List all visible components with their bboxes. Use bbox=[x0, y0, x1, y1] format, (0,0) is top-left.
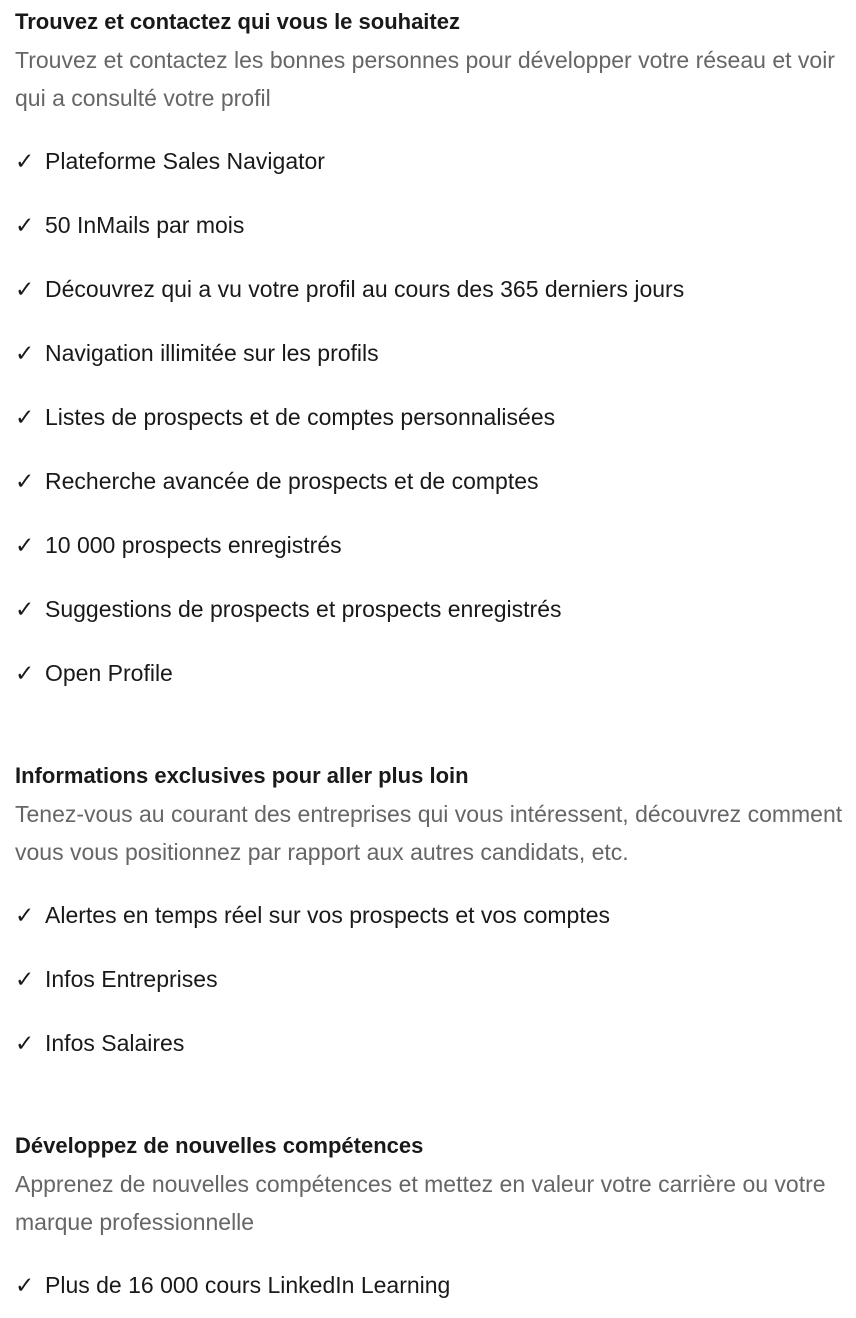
checkmark-icon: ✓ bbox=[15, 468, 35, 494]
feature-item bbox=[15, 257, 856, 321]
checkmark-icon: ✓ bbox=[15, 148, 35, 174]
section-title: Développez de nouvelles compétences bbox=[15, 1133, 424, 1158]
feature-items bbox=[15, 1253, 856, 1317]
section-description: Tenez-vous au courant des entreprises qui vous intéressent, découvrez comment vous vous positionnez par rapport aux autres candidats, etc. bbox=[15, 801, 843, 865]
feature-item bbox=[15, 129, 856, 193]
feature-label: 10 000 prospects enregistrés bbox=[45, 532, 342, 558]
section-title: Trouvez et contactez qui vous le souhaitez bbox=[15, 9, 460, 34]
checkmark-icon: ✓ bbox=[15, 212, 35, 238]
feature-item bbox=[15, 641, 856, 705]
checkmark-icon: ✓ bbox=[15, 276, 35, 302]
checkmark-icon: ✓ bbox=[15, 1030, 35, 1056]
feature-label: Plateforme Sales Navigator bbox=[45, 148, 325, 174]
feature-item bbox=[15, 577, 856, 641]
feature-items bbox=[15, 883, 856, 1075]
checkmark-icon: ✓ bbox=[15, 340, 35, 366]
feature-item bbox=[15, 385, 856, 449]
feature-item bbox=[15, 513, 856, 577]
feature-label: Navigation illimitée sur les profils bbox=[45, 340, 379, 366]
feature-item bbox=[15, 883, 856, 947]
feature-item bbox=[15, 321, 856, 385]
feature-section bbox=[15, 7, 856, 705]
feature-label: Listes de prospects et de comptes personnalisées bbox=[45, 404, 556, 430]
feature-label: Découvrez qui a vu votre profil au cours des 365 derniers jours bbox=[45, 276, 685, 302]
feature-section bbox=[15, 1131, 856, 1317]
feature-label: Infos Salaires bbox=[45, 1030, 185, 1056]
section-title: Informations exclusives pour aller plus loin bbox=[15, 763, 469, 788]
feature-item bbox=[15, 449, 856, 513]
section-description: Apprenez de nouvelles compétences et mettez en valeur votre carrière ou votre marque professionnelle bbox=[15, 1171, 826, 1235]
checkmark-icon: ✓ bbox=[15, 966, 35, 992]
feature-label: Open Profile bbox=[45, 660, 173, 686]
checkmark-icon: ✓ bbox=[15, 1272, 35, 1298]
feature-item bbox=[15, 1253, 856, 1317]
feature-section bbox=[15, 761, 856, 1075]
feature-label: Alertes en temps réel sur vos prospects et vos comptes bbox=[45, 902, 611, 928]
feature-item bbox=[15, 193, 856, 257]
feature-item bbox=[15, 1011, 856, 1075]
checkmark-icon: ✓ bbox=[15, 902, 35, 928]
checkmark-icon: ✓ bbox=[15, 596, 35, 622]
checkmark-icon: ✓ bbox=[15, 532, 35, 558]
feature-label: Infos Entreprises bbox=[45, 966, 218, 992]
checkmark-icon: ✓ bbox=[15, 660, 35, 686]
feature-label: Plus de 16 000 cours LinkedIn Learning bbox=[45, 1272, 451, 1298]
feature-label: Suggestions de prospects et prospects enregistrés bbox=[45, 596, 562, 622]
section-description: Trouvez et contactez les bonnes personnes pour développer votre réseau et voir qui a consulté votre profil bbox=[15, 47, 835, 111]
feature-label: 50 InMails par mois bbox=[45, 212, 245, 238]
feature-item bbox=[15, 947, 856, 1011]
feature-label: Recherche avancée de prospects et de comptes bbox=[45, 468, 539, 494]
feature-items bbox=[15, 129, 856, 705]
checkmark-icon: ✓ bbox=[15, 404, 35, 430]
